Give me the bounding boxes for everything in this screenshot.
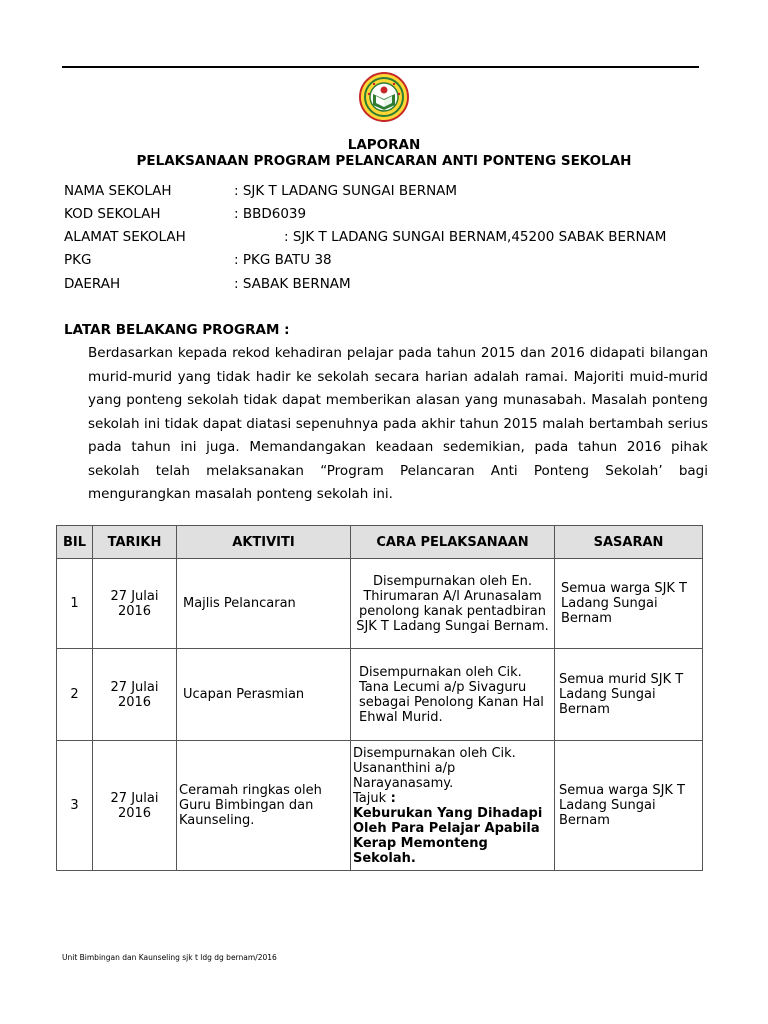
cell-bil: 3 xyxy=(57,741,93,871)
header-bil: BIL xyxy=(57,526,93,559)
cell-aktiviti: Majlis Pelancaran xyxy=(177,559,351,649)
info-value-kod-sekolah: : BBD6039 xyxy=(234,206,307,222)
header-tarikh: TARIKH xyxy=(93,526,177,559)
page-footer: Unit Bimbingan dan Kaunseling sjk t ldg dg bernam/2016 xyxy=(62,953,277,962)
cell-sasaran: Semua murid SJK T Ladang Sungai Bernam xyxy=(555,649,703,741)
cell-aktiviti: Ceramah ringkas oleh Guru Bimbingan dan Kaunseling. xyxy=(177,741,351,871)
table-row xyxy=(57,741,703,871)
activity-table xyxy=(56,525,703,871)
cell-tarikh: 27 Julai 2016 xyxy=(93,559,177,649)
info-label-alamat-sekolah: ALAMAT SEKOLAH xyxy=(64,229,186,245)
tajuk-colon: : xyxy=(386,790,396,806)
table-row xyxy=(57,559,703,649)
report-title: LAPORAN xyxy=(347,137,421,153)
tajuk-label: Tajuk xyxy=(353,790,387,806)
header-cara-pelaksanaan: CARA PELAKSANAAN xyxy=(351,526,555,559)
header-sasaran: SASARAN xyxy=(555,526,703,559)
header-aktiviti: AKTIVITI xyxy=(177,526,351,559)
info-label-pkg: PKG xyxy=(64,252,92,268)
table-row xyxy=(57,649,703,741)
cell-bil: 2 xyxy=(57,649,93,741)
cell-cara-with-tajuk xyxy=(351,741,555,871)
info-value-daerah: : SABAK BERNAM xyxy=(234,276,351,292)
school-crest-icon xyxy=(359,72,409,122)
top-rule xyxy=(62,66,699,68)
report-subtitle: PELAKSANAAN PROGRAM PELANCARAN ANTI PONTENG SEKOLAH xyxy=(136,153,632,169)
cell-tarikh: 27 Julai 2016 xyxy=(93,741,177,871)
info-value-alamat-sekolah: : SJK T LADANG SUNGAI BERNAM,45200 SABAK BERNAM xyxy=(284,229,667,245)
table-header-row xyxy=(57,526,703,559)
info-label-nama-sekolah: NAMA SEKOLAH xyxy=(64,183,172,199)
cell-bil: 1 xyxy=(57,559,93,649)
section-heading-latar-belakang: LATAR BELAKANG PROGRAM : xyxy=(64,322,290,338)
cell-tarikh: 27 Julai 2016 xyxy=(93,649,177,741)
tajuk-title: Keburukan Yang Dihadapi Oleh Para Pelajar Apabila Kerap Memonteng Sekolah. xyxy=(353,805,543,866)
info-label-daerah: DAERAH xyxy=(64,276,121,292)
cell-cara: Disempurnakan oleh En. Thirumaran A/l Arunasalam penolong kanak pentadbiran SJK T Ladang Sungai Bernam. xyxy=(351,559,555,649)
info-value-pkg: : PKG BATU 38 xyxy=(234,252,332,268)
cell-aktiviti: Ucapan Perasmian xyxy=(177,649,351,741)
info-label-kod-sekolah: KOD SEKOLAH xyxy=(64,206,161,222)
background-paragraph: Berdasarkan kepada rekod kehadiran pelajar pada tahun 2015 dan 2016 didapati bilangan murid-murid yang tidak hadir ke sekolah secara harian adalah ramai. Majoriti muid-murid yang ponteng sekolah tidak dapat memberikan alasan yang munasabah. Masalah ponteng sekolah ini tidak dapat diatasi sepenuhnya pada akhir tahun 2015 malah bertambah serius pada tahun ini juga. Memandangakan keadaan sedemikian, pada tahun 2016 pihak sekolah telah melaksanakan “Program Pelancaran Anti Ponteng Sekolah’ bagi mengurangkan masalah ponteng sekolah ini. xyxy=(88,345,708,502)
cell-sasaran: Semua warga SJK T Ladang Sungai Bernam xyxy=(555,741,703,871)
cell-cara: Disempurnakan oleh Cik. Tana Lecumi a/p Sivaguru sebagai Penolong Kanan Hal Ehwal Murid. xyxy=(351,649,555,741)
cara-intro: Disempurnakan oleh Cik. Usananthini a/p Narayanasamy. xyxy=(353,745,516,791)
info-value-nama-sekolah: : SJK T LADANG SUNGAI BERNAM xyxy=(234,183,458,199)
cell-sasaran: Semua warga SJK T Ladang Sungai Bernam xyxy=(555,559,703,649)
